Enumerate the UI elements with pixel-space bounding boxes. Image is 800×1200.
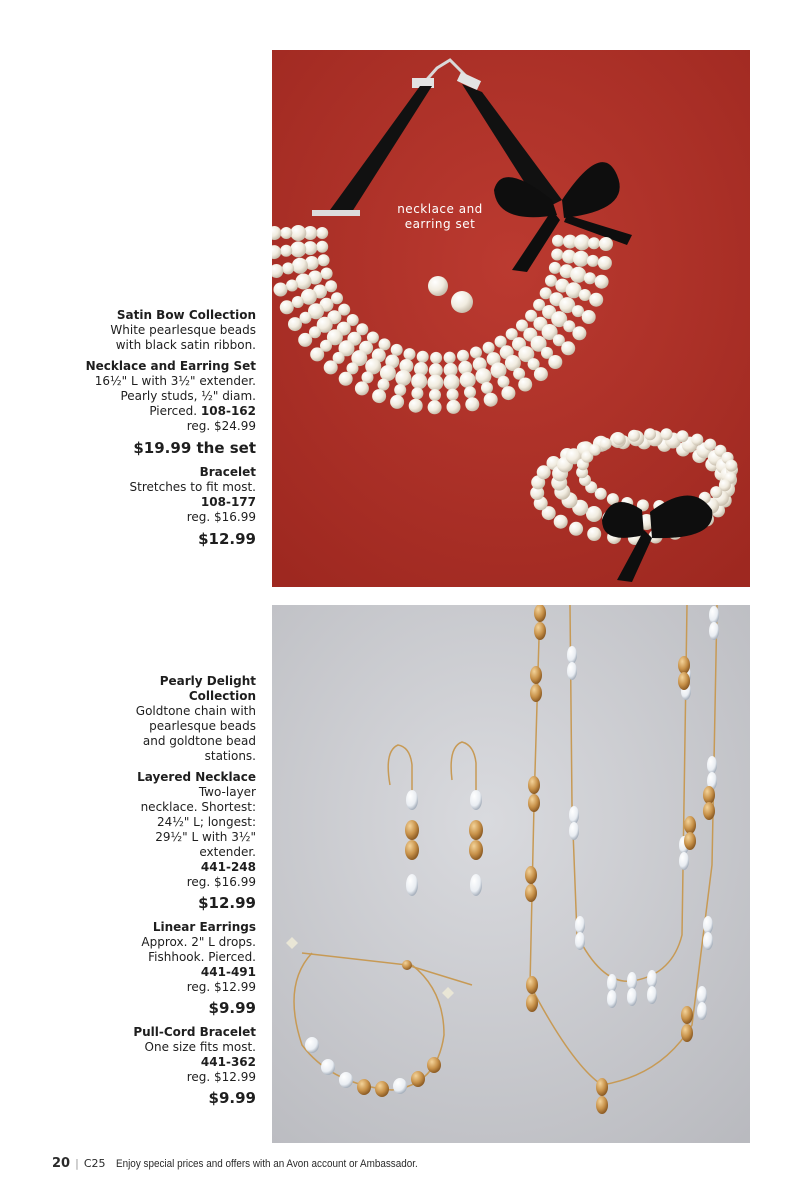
bracelet-pearl [644,428,656,440]
necklace-pearl [595,275,609,289]
necklace-pearl [561,341,575,355]
necklace-pearl [417,351,429,363]
necklace-pearl [460,372,476,388]
bracelet-gold-bead [427,1057,441,1073]
pearly-necklace-item-no: 441-248 [200,860,256,874]
necklace-pearl-bead [567,646,577,664]
necklace-pearl [501,386,515,400]
necklace-pearl [584,272,596,284]
necklace-pearl [587,255,599,267]
necklace-pearl [518,378,532,392]
necklace-pearl [427,375,443,391]
pearly-earrings-desc-1: Approx. 2" L drops. [141,935,256,949]
necklace-pearl [483,342,495,354]
necklace-pearl [579,289,591,301]
necklace-pearl [296,274,312,290]
necklace-pearl [545,275,557,287]
bracelet-pearl [704,439,716,451]
satin-set-title: Necklace and Earring Set [85,359,256,373]
pearly-collection-desc-2: pearlesque beads [149,719,256,733]
pearly-bracelet-price: $9.99 [208,1089,256,1107]
bracelet-pearl-bead [393,1078,407,1094]
necklace-pearl [280,245,292,257]
satin-set-price: $19.99 the set [133,439,256,457]
satin-bracelet-price: $12.99 [198,530,256,548]
earring-gold-bead [405,840,419,860]
earring-stud-left [428,276,448,296]
necklace-pearl [551,249,563,261]
necklace-pearl [404,348,416,360]
pearly-collection-title-2: Collection [188,689,256,703]
necklace-pearl-bead [607,974,617,992]
necklace-pearl-bead [709,622,719,640]
necklace-gold-station [681,1006,693,1024]
footer-message: Enjoy special prices and offers with an Avon account or Ambassador. [115,1158,418,1170]
necklace-gold-station [530,684,542,702]
bracelet-slider [402,960,412,970]
bracelet-pearl [613,433,625,445]
pearly-bracelet-item-no: 441-362 [200,1055,256,1069]
earring-pearl [406,790,418,810]
necklace-pearl [470,347,482,359]
necklace-pearl [339,372,353,386]
necklace-pearl [395,370,411,386]
necklace-pearl [282,262,294,274]
earring-pearl [470,790,482,810]
necklace-gold-station [596,1096,608,1114]
pearly-necklace-desc-5: extender. [199,845,256,859]
pearly-earrings-reg: reg. $12.99 [186,980,256,994]
necklace-pearl-bead [679,852,689,870]
necklace-pearl [290,241,306,257]
necklace-pearl-bead [647,986,657,1004]
necklace-pearl [290,225,306,241]
necklace-pearl [481,382,493,394]
pearly-collection-desc-3: and goldtone bead [142,734,256,748]
pearly-necklace-desc-2: necklace. Shortest: [140,800,256,814]
pearly-earrings-desc-2: Fishhook. Pierced. [148,950,256,964]
pearly-earrings-price: $9.99 [208,999,256,1017]
necklace-pearl [411,373,427,389]
necklace-pearl [310,347,324,361]
bracelet-pearl-bead [339,1072,353,1088]
pearly-delight-copy [56,674,256,1109]
necklace-pearl [599,237,613,251]
necklace-gold-station [528,794,540,812]
necklace-pearl [274,283,288,297]
satin-bow-photo [272,50,750,587]
necklace-pearl [589,293,603,307]
necklace-pearl-bead [627,988,637,1006]
earring-gold-bead [405,820,419,840]
necklace-pearl [391,344,403,356]
pearly-delight-illustration [272,605,750,1143]
necklace-pearl [464,386,476,398]
necklace-gold-station [681,1024,693,1042]
necklace-pearl [573,251,589,267]
earring-stud-right [451,291,473,313]
earring-pearl [470,874,482,896]
necklace-pearl-bead [627,972,637,990]
necklace-gold-station [526,994,538,1012]
satin-collection-title: Satin Bow Collection [116,308,256,322]
bracelet-pearl [569,522,583,536]
necklace-pearl [318,254,330,266]
necklace-pearl [465,397,479,411]
pearly-delight-photo [272,605,750,1143]
necklace-gold-station [678,656,690,674]
bracelet-pearl [554,515,568,529]
bracelet-pearl [691,434,703,446]
satin-collection-desc-2: with black satin ribbon. [115,338,256,352]
necklace-pearl [316,227,328,239]
necklace-gold-station [678,672,690,690]
satin-set-desc-3-line [56,404,256,419]
necklace-gold-station [534,622,546,640]
necklace-pearl [321,268,333,280]
pearly-bracelet-title: Pull-Cord Bracelet [133,1025,256,1039]
necklace-pearl [394,384,406,396]
earring-gold-bead [469,820,483,840]
necklace-gold-station [703,786,715,804]
necklace-pearl [475,368,491,384]
necklace-pearl-bead [569,806,579,824]
pearly-earrings-title: Linear Earrings [152,920,256,934]
satin-set-desc-2: Pearly studs, ½" diam. [120,389,256,403]
satin-bracelet-reg: reg. $16.99 [186,510,256,524]
bracelet-gold-bead [357,1079,371,1095]
bracelet-gold-bead [375,1081,389,1097]
satin-set-item-no: 108-162 [200,404,256,418]
grey-background [272,605,750,1143]
page-number: 20 [52,1156,71,1171]
necklace-pearl [484,393,498,407]
necklace-gold-station [684,816,696,834]
satin-bow-illustration [272,50,750,587]
necklace-pearl [380,365,396,381]
necklace-pearl [429,389,441,401]
necklace-pearl [298,333,312,347]
necklace-pearl-bead [703,916,713,934]
necklace-pearl [324,360,338,374]
necklace-pearl-bead [697,986,707,1004]
necklace-pearl [447,400,461,414]
pearly-necklace-desc-4: 29½" L with 3½" [155,830,256,844]
necklace-pearl-bead [607,990,617,1008]
necklace-pearl-bead [707,756,717,774]
necklace-pearl [280,300,294,314]
necklace-pearl [447,389,459,401]
necklace-pearl [411,387,423,399]
necklace-pearl-bead [647,970,657,988]
necklace-pearl [572,326,586,340]
necklace-gold-station [703,802,715,820]
necklace-pearl-bead [709,606,719,624]
pearly-necklace-desc-1: Two-layer [198,785,256,799]
bracelet-pearl [661,428,673,440]
necklace-pearl [280,227,292,239]
footer [52,1156,451,1171]
necklace-pearl [428,400,442,414]
satin-set-reg: reg. $24.99 [186,419,256,433]
photo-label [390,202,490,232]
pearly-necklace-reg: reg. $16.99 [186,875,256,889]
pearly-collection-desc-4: stations. [204,749,256,763]
necklace-pearl [548,355,562,369]
pearly-bracelet-desc: One size fits most. [144,1040,256,1054]
necklace-gold-station [530,666,542,684]
pearly-bracelet-reg: reg. $12.99 [186,1070,256,1084]
necklace-pearl-bead [569,822,579,840]
necklace-gold-station [528,776,540,794]
necklace-pearl [292,258,308,274]
necklace-pearl [534,367,548,381]
satin-bracelet-desc: Stretches to fit most. [129,480,256,494]
necklace-clasp-bar [312,210,360,216]
earring-pearl [406,874,418,896]
necklace-pearl-bead [575,916,585,934]
satin-collection-desc-1: White pearlesque beads [110,323,256,337]
necklace-gold-station [525,866,537,884]
necklace-pearl [457,350,469,362]
necklace-pearl [552,235,564,247]
necklace-pearl [574,234,590,250]
photo-label-line-2: earring set [404,217,476,231]
bracelet-pearl [586,506,602,522]
bracelet-pearl [725,460,737,472]
bracelet-pearl [589,444,601,456]
bracelet-pearl-bead [305,1037,319,1053]
pearly-necklace-price: $12.99 [198,894,256,912]
necklace-pearl [588,237,600,249]
satin-bracelet-item-no: 108-177 [200,495,256,509]
necklace-pearl [316,241,328,253]
pearly-earrings-item-no: 441-491 [200,965,256,979]
pearly-necklace-desc-3: 24½" L; longest: [156,815,256,829]
necklace-gold-station [596,1078,608,1096]
satin-set-desc-3: Pierced. [149,404,198,418]
bracelet-pearl-bead [321,1059,335,1075]
necklace-gold-station [684,832,696,850]
pearly-collection-desc-1: Goldtone chain with [135,704,256,718]
satin-bracelet-title: Bracelet [199,465,256,479]
necklace-pearl-bead [697,1002,707,1020]
necklace-pearl [409,399,423,413]
earring-gold-bead [469,840,483,860]
bracelet-pearl [677,430,689,442]
necklace-pearl [549,262,561,274]
necklace-pearl [498,376,510,388]
necklace-pearl [598,256,612,270]
satin-bow-copy [56,308,256,550]
necklace-pearl [378,379,390,391]
photo-label-line-1: necklace and [397,202,483,216]
necklace-pearl-bead [567,662,577,680]
footer-divider: | [75,1157,79,1170]
necklace-pearl [286,280,298,292]
necklace-pearl [288,317,302,331]
necklace-pearl [570,267,586,283]
bracelet-pearl [710,486,722,498]
necklace-pearl [430,352,442,364]
necklace-pearl [444,352,456,364]
necklace-pearl [372,389,386,403]
necklace-gold-station [525,884,537,902]
bracelet-pearl [587,527,601,541]
necklace-pearl-bead [703,932,713,950]
pearly-collection-title-1: Pearly Delight [159,674,256,688]
necklace-pearl [444,374,460,390]
necklace-pearl-bead [575,932,585,950]
necklace-pearl [390,395,404,409]
satin-set-desc-1: 16½" L with 3½" extender. [94,374,256,388]
necklace-pearl [355,381,369,395]
bracelet-gold-bead [411,1071,425,1087]
bracelet-pearl [628,430,640,442]
pearly-necklace-title: Layered Necklace [137,770,256,784]
necklace-pearl [582,310,596,324]
necklace-gold-station [526,976,538,994]
campaign-code: C25 [83,1157,106,1170]
bracelet-pearl [600,438,612,450]
